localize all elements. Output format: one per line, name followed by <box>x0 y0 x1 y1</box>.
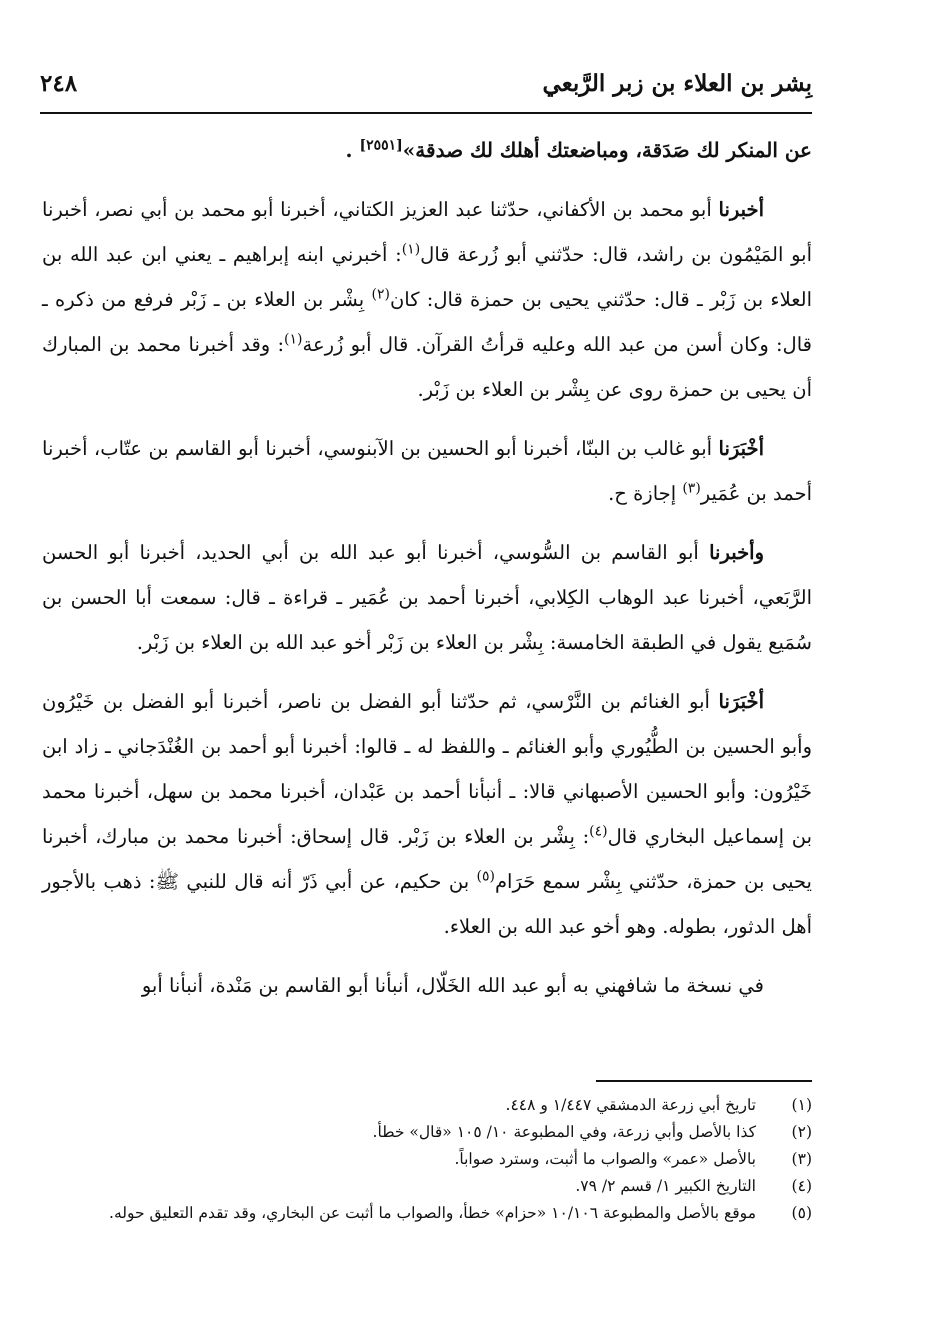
footnote-text: التاريخ الكبير ١/ قسم ٢/ ٧٩. <box>575 1177 756 1195</box>
paragraph-text: في نسخة ما شافهني به أبو عبد الله الخَلّال، أنبأنا أبو القاسم بن مَنْدة، أنبأنا أبو <box>141 974 764 997</box>
paragraph <box>42 530 812 665</box>
footnote <box>42 1200 812 1227</box>
footnote-number: (٢) <box>791 1123 812 1141</box>
paragraph <box>42 963 812 1008</box>
footnote-number: (٣) <box>791 1150 812 1168</box>
footnote <box>42 1146 812 1173</box>
footnote <box>42 1173 812 1200</box>
footnote-number: (٤) <box>791 1177 812 1195</box>
paragraph-lead-word: وأخبرنا <box>709 541 764 564</box>
footnote-text: بالأصل «عمر» والصواب ما أثبت، وسترد صواباً. <box>454 1150 756 1168</box>
footnote-ref: (٤) <box>589 823 608 840</box>
footnote-ref: (١) <box>401 241 421 258</box>
page-number: ٢٤٨ <box>40 70 78 97</box>
paragraph-text: : أخبرني ابنه إبراهيم ـ يعني ابن عبد الله بن العلاء بن زَبْر ـ قال: حدّثني يحيى بن حمزة قال: كان <box>42 243 812 311</box>
paragraph-text: : بِشْر بن العلاء بن زَبْر. قال إسحاق: أخبرنا محمد بن مبارك، أخبرنا يحيى بن حمزة، حدّثني بِشْر سمع حَرَام <box>42 825 812 893</box>
paragraph-lead-word: أخبرنا <box>718 198 764 221</box>
body-text <box>42 128 812 1022</box>
footnote-number: (١) <box>791 1096 812 1114</box>
paragraph-text: إجازة ح. <box>608 482 683 505</box>
paragraph-text: بن حكيم، عن أبي ذَرّ أنه قال للنبي ﷺ: ذهب بالأجور أهل الدثور، بطوله. وهو أخو عبد الله بن العلاء. <box>42 870 812 938</box>
footnote-text: كذا بالأصل وأبي زرعة، وفي المطبوعة ١٠/ ١٠٥ «قال» خطأ. <box>372 1123 756 1141</box>
page-header <box>40 66 812 114</box>
footnote <box>42 1092 812 1119</box>
footnotes <box>42 1092 812 1227</box>
running-title: بِشر بن العلاء بن زبر الرَّبعي <box>542 70 812 97</box>
footnote <box>42 1119 812 1146</box>
paragraph-text: : وقد أخبرنا محمد بن المبارك أن يحيى بن حمزة روى عن بِشْر بن العلاء بن زَبْر. <box>42 333 812 401</box>
footnote-number: (٥) <box>791 1204 812 1222</box>
opening-line-text: عن المنكر لك صَدَقة، ومباضعتك أهلك لك صدقة» <box>402 138 812 162</box>
paragraph-text: أبو محمد بن الأكفاني، حدّثنا عبد العزيز الكتاني، أخبرنا أبو محمد بن أبي نصر، أخبرنا أبو المَيْمُون بن راشد، قال: حدّثني أبو زُرعة قال <box>42 198 812 266</box>
paragraph <box>42 426 812 516</box>
paragraph-text: أبو الغنائم بن النَّرْسي، ثم حدّثنا أبو الفضل بن ناصر، أخبرنا أبو الفضل بن خَيْرُون وأبو الحسين بن الطُّيُوري وأبو الغنائم ـ واللفظ له ـ قالوا: أخبرنا أبو أحمد بن الغُنْدَجاني ـ زاد ابن خَيْرُون: وأبو الحسين الأصبهاني قالا: ـ أنبأنا أحمد بن عَبْدان، أخبرنا محمد بن سهل، أخبرنا محمد بن إسماعيل البخاري قال <box>42 690 812 848</box>
footnote-ref: (٥) <box>476 868 495 885</box>
footnote-ref: (٣) <box>682 480 701 497</box>
opening-line-end: . <box>345 138 353 162</box>
paragraph <box>42 187 812 412</box>
hadith-number: [٢٥٥١] <box>359 137 403 154</box>
footnote-text: موقع بالأصل والمطبوعة ١٠/١٠٦ «حزام» خطأ، والصواب ما أثبت عن البخاري، وقد تقدم التعليق حوله. <box>109 1204 756 1222</box>
footnote-divider <box>596 1080 812 1082</box>
paragraph-lead-word: أخْبَرَنا <box>718 437 764 460</box>
footnote-text: تاريخ أبي زرعة الدمشقي ١/٤٤٧ و ٤٤٨. <box>505 1096 756 1114</box>
paragraph-text: بِشْر بن العلاء بن ـ زَبْر فرفع من ذكره ـ قال: وكان أسن من عبد الله وعليه قرأتُ القرآن. قال أبو زُرعة <box>42 288 812 356</box>
paragraph-text: أبو القاسم بن السُّوسي، أخبرنا أبو عبد الله بن أبي الحديد، أخبرنا أبو الحسن الرَّبَعي، أخبرنا عبد الوهاب الكِلابي، أخبرنا أحمد بن عُمَير ـ قراءة ـ قال: سمعت أبا الحسن بن سُمَيع يقول في الطبقة الخامسة: بِشْر بن العلاء بن زَبْر أخو عبد الله بن العلاء بن زَبْر. <box>42 541 812 654</box>
opening-line <box>42 128 812 173</box>
footnote-ref: (٢) <box>371 286 390 303</box>
paragraph <box>42 679 812 949</box>
footnote-ref: (١) <box>284 331 303 348</box>
paragraph-lead-word: أخْبَرَنا <box>718 690 764 713</box>
paragraph-text: أبو غالب بن البنّا، أخبرنا أبو الحسين بن الآبنوسي، أخبرنا أبو القاسم بن عتّاب، أخبرنا أحمد بن عُمَير <box>42 437 812 505</box>
paragraphs <box>42 187 812 1008</box>
